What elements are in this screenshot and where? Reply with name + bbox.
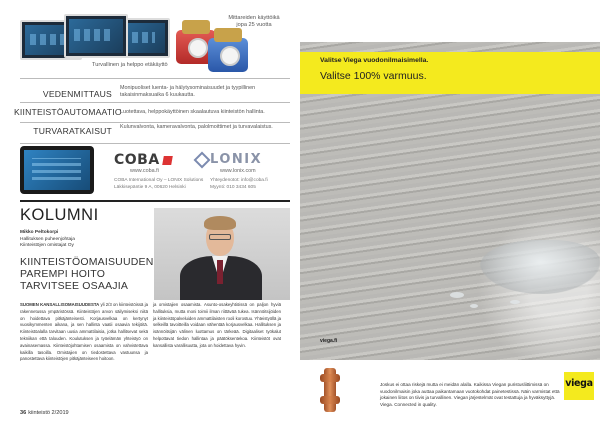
section-heading: KOLUMNI	[20, 206, 99, 224]
ad-tagline-small: Valitse Viega vuodonilmaisimella.	[320, 57, 429, 64]
monitor-image	[64, 14, 128, 58]
coba-website-link[interactable]: www.coba.fi	[130, 168, 159, 174]
divider	[20, 78, 290, 79]
contact-line: Läkkisepäntie 9 A, 00620 Helsinki	[114, 184, 186, 190]
ad-tagline-big: Valitse 100% varmuus.	[320, 70, 427, 82]
contact-line: COBA International Oy – LONIX Solutions	[114, 178, 204, 183]
coba-logo: COBA	[114, 152, 160, 168]
service-description: Monipuoliset luenta- ja hälytysominaisuudet ja tyypillinen takaisinmaksuaika 6 kuukautta.	[120, 85, 256, 98]
body-column-right: ja omistajien osaamista. Asunto-osakeyhtiöissä on paljon hyviä hallituksia, mutta moni toimii ilman riittävää tukea. Isännöitsijöiden ja kiinteistöpalveluiden ammattilaisten rooli korostuu. Yhteistyöllä ja selkeillä tavoitteilla voidaan vähentää korjausvelkaa. Hallituksen ja isännöitsijän välinen luottamus on tärkeää. Digitaaliset työkalut helpottavat tiedon hallintaa ja päätöksentekoa. Kiinteistöt ovat kansallista varallisuutta, jota on hoidettava hyvin.	[153, 302, 281, 348]
coba-contact	[114, 178, 203, 191]
author-info	[20, 230, 140, 250]
divider	[20, 102, 290, 103]
body-column-left	[20, 302, 148, 363]
column-headline	[20, 256, 160, 293]
contact-line: Myynti: 010 3434 605	[210, 184, 256, 190]
page-folio	[20, 410, 69, 416]
viega-logo: viega	[565, 378, 593, 389]
headline-line: KIINTEISTÖOMAISUUDEN	[20, 256, 154, 268]
press-fitting-image	[316, 368, 344, 412]
headline-line: TARVITSEE OSAAJIA	[20, 280, 129, 293]
meter-caption: Mittareiden käyttöikä jopa 25 vuotta	[228, 15, 280, 28]
author-portrait	[154, 208, 290, 300]
monitor-displays-image	[20, 12, 170, 64]
lonix-logo: LONIX	[210, 152, 263, 167]
viega-website[interactable]: viega.fi	[320, 338, 338, 344]
divider	[20, 143, 290, 144]
headline-line: PAREMPI HOITO	[20, 268, 106, 281]
lonix-website-link[interactable]: www.lonix.com	[220, 168, 256, 174]
author-role: Hallituksen puheenjohtaja	[20, 236, 75, 242]
body-text: yli 2/3 on kiinteistöissä ja rakennetussa ympäristössä. Kiinteistöjen arvon säilymiseksi niitä on hoidettava pitkäjänteisesti. Korjausvelkaa on kertynyt vuosikymmenten aikana, ja sen hallinta vaatii osaavia tekijöitä. Kiinteistöalalla tarvitaan uusia ammattilaisia, jotka hallitsevat sekä tekniikan että talouden. Koulutuksen ja työelämän yhteistyö on avainasemassa. Kiinteistöjohtamisen osaamista on vahvistettava kaikilla tasoilla. Omistajien on tiedostettava vastuunsa ja panostettava kiinteistöjen pitkäjänteiseen hoitoon.	[20, 302, 148, 362]
water-meter-blue-image	[208, 38, 248, 72]
contact-line: Yhteydenotot: info@coba.fi	[210, 178, 268, 183]
page-number: 36	[20, 410, 27, 416]
divider	[20, 122, 290, 123]
coba-logo-mark-icon	[162, 156, 173, 165]
ad-body-copy: Joskus ei ottaa riskejä mutta ei meidän alalla. Kaikissa Viegan puristusliittimissä on vuodonilmaisin joka auttaa paikantamaan vuotokohdat painetestissä. Näin varmistat että jokainen liitos on tiivis ja turvallinen. Viegan järjestelmät ovat testattuja ja hyväksyttyjä. Viega. Connected in quality.	[380, 382, 560, 407]
author-name: Mikko Peltokorpi	[20, 230, 59, 235]
service-title: KIINTEISTÖAUTOMAATIO	[14, 107, 122, 117]
author-company: Kiinteistöjen omistajat Oy	[20, 243, 74, 248]
lonix-contact	[210, 178, 268, 191]
magazine-issue: kiinteistö 2/2019	[28, 410, 69, 416]
service-title: VEDENMITTAUS	[42, 89, 112, 99]
section-divider	[20, 200, 290, 202]
lead-in: SUOMEN KANSALLISOMAISUUDESTA	[20, 302, 100, 307]
lonix-logo-mark-icon	[194, 152, 211, 169]
tablet-image	[20, 146, 94, 194]
service-title: TURVARATKAISUT	[33, 126, 112, 136]
service-description: Luotettava, helppokäyttöinen skaalautuva kiinteistön hallinta.	[120, 109, 265, 115]
service-description: Kulunvalvonta, kameravalvonta, palolmoittimet ja turvavalaistus.	[120, 124, 273, 130]
remote-caption: Turvallinen ja helppo etäkäyttö	[92, 62, 168, 68]
right-page	[300, 0, 600, 424]
